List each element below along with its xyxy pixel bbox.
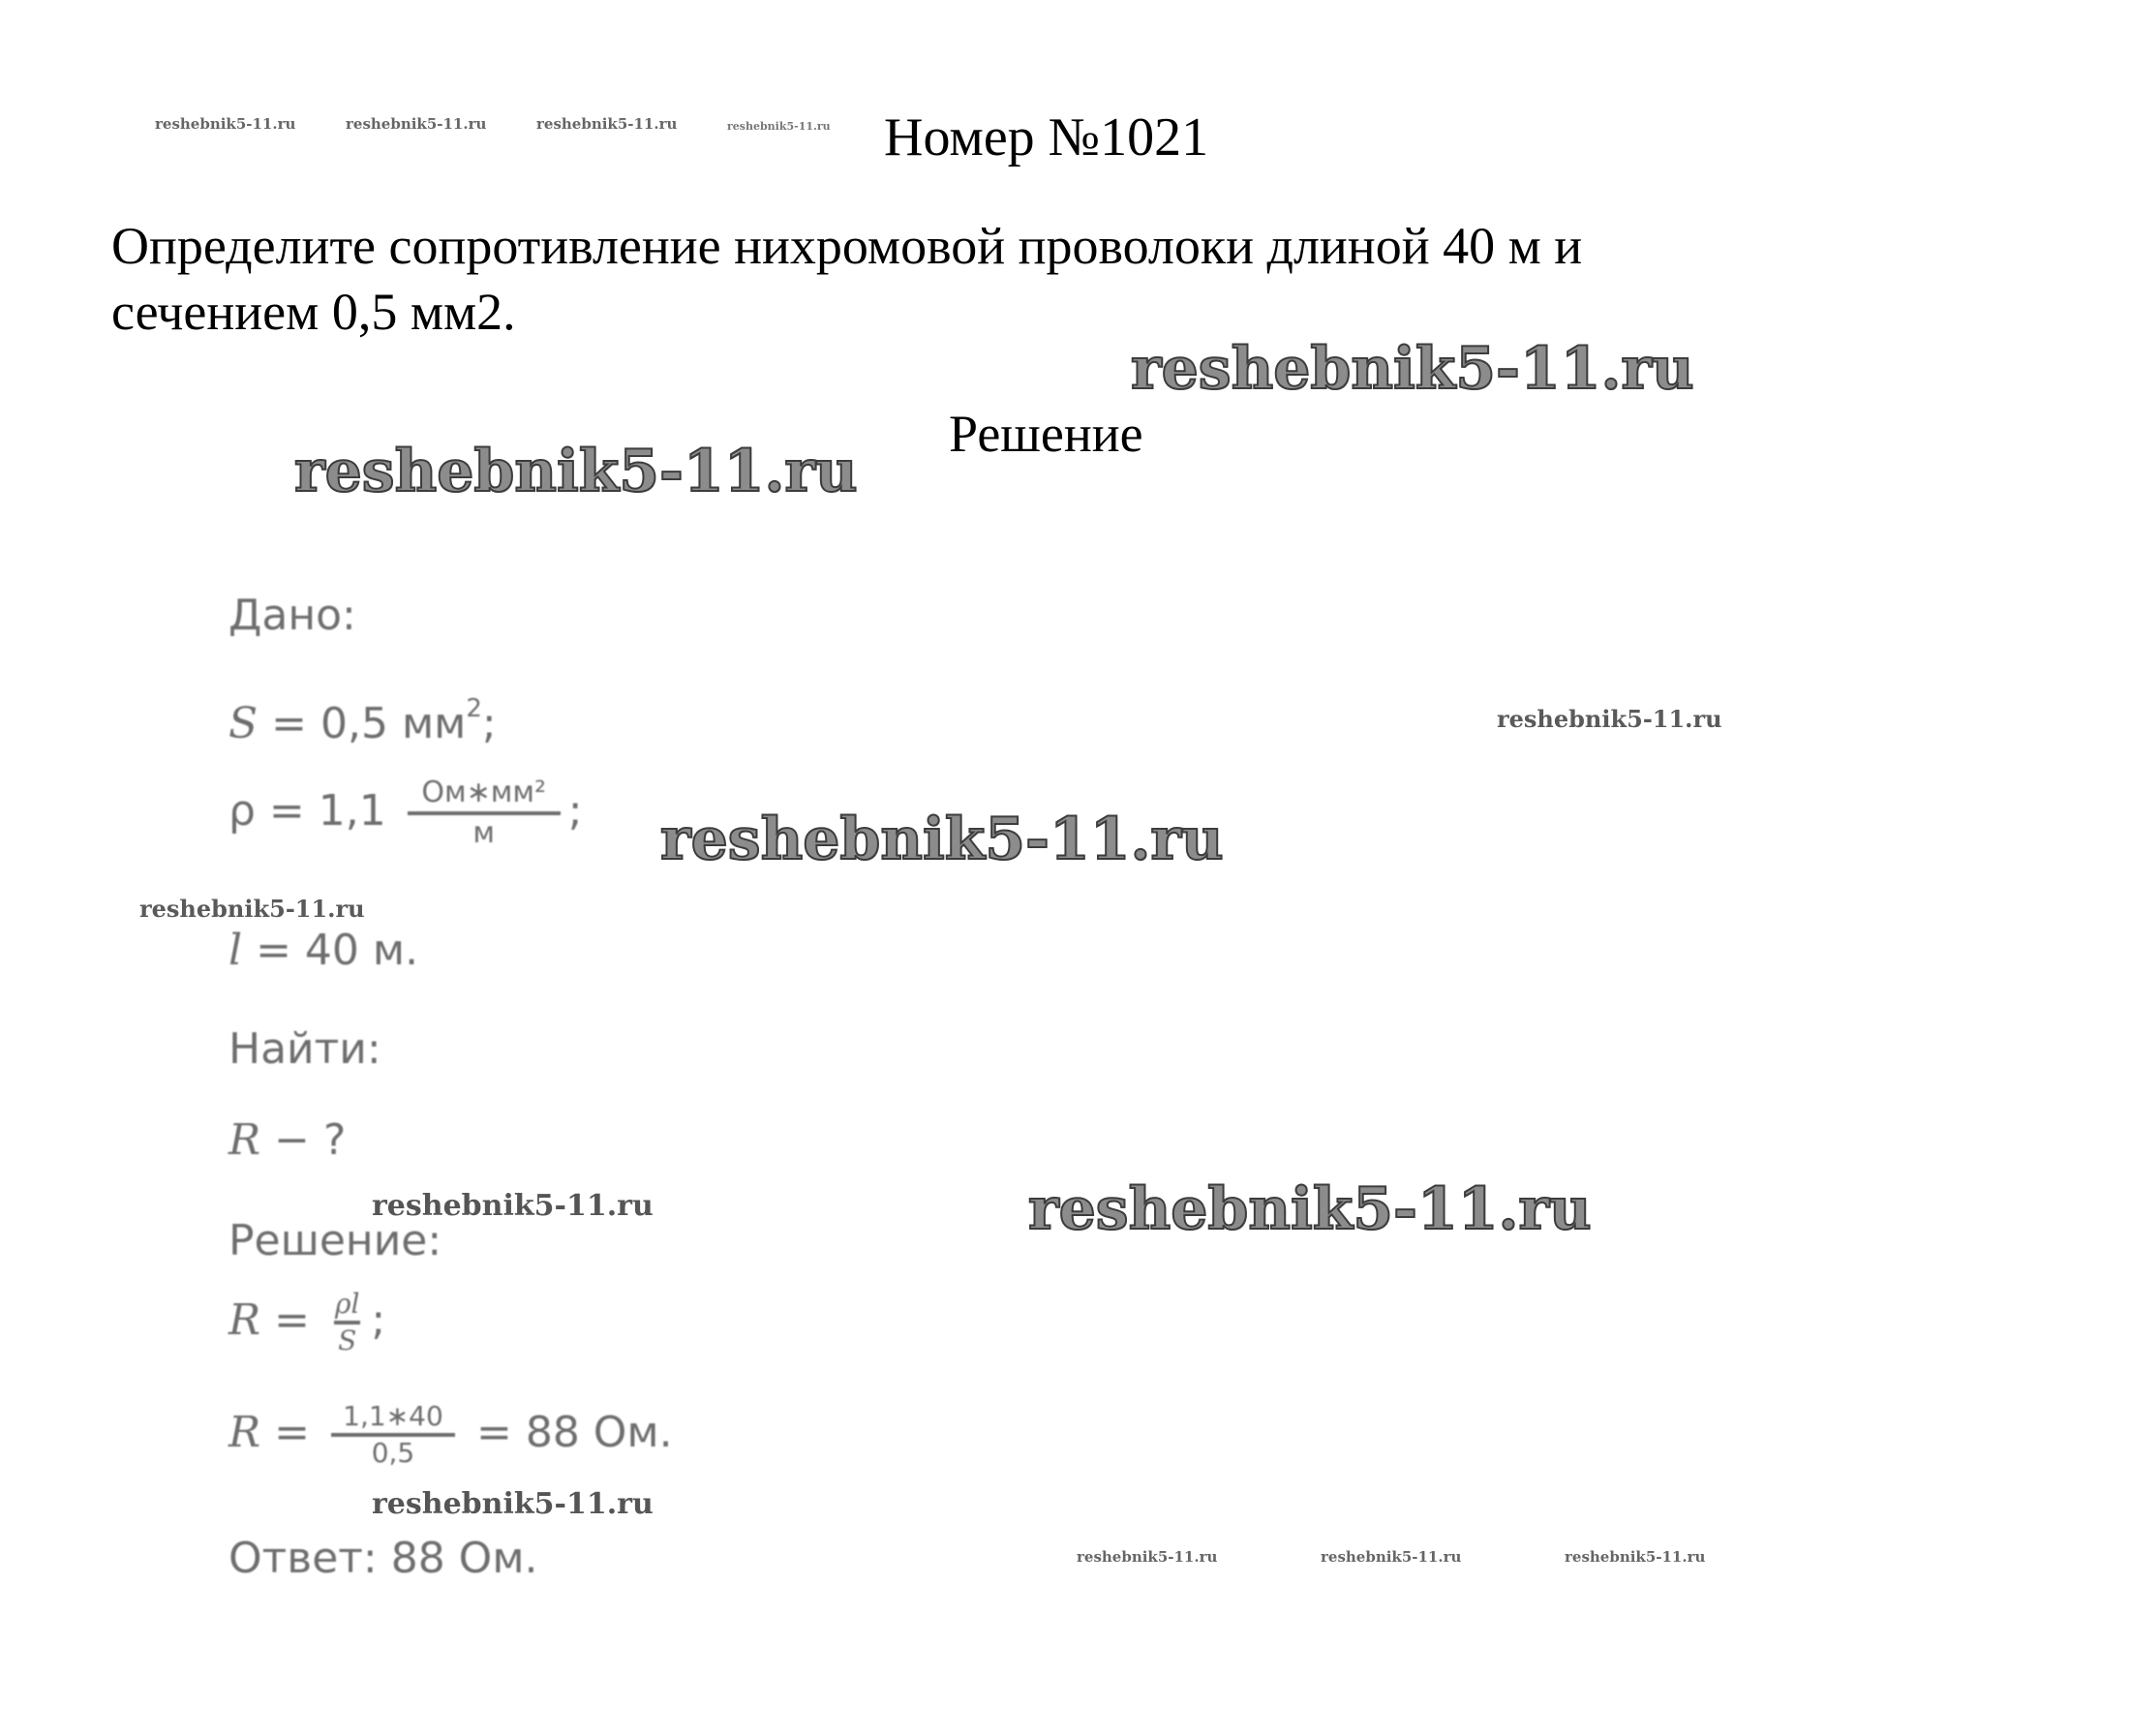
formula-2-numerator: 1,1∗40 bbox=[343, 1400, 443, 1432]
formula-2-equals: = bbox=[260, 1408, 323, 1457]
formula-1-equals: = bbox=[260, 1295, 323, 1345]
area-variable: S bbox=[228, 699, 259, 748]
watermark: reshebnik5-11.ru bbox=[372, 1189, 654, 1223]
formula-2-variable: R bbox=[228, 1408, 261, 1457]
formula-2-denominator: 0,5 bbox=[331, 1433, 455, 1470]
formula-resistance bbox=[228, 1288, 385, 1357]
length-value: = 40 м. bbox=[242, 926, 419, 975]
find-unknown bbox=[228, 1115, 346, 1166]
watermark: reshebnik5-11.ru bbox=[1321, 1548, 1462, 1566]
formula-1-fraction bbox=[331, 1288, 363, 1357]
task-text-line-1: Определите сопротивление нихромовой проволоки длиной 40 м и bbox=[111, 217, 1583, 275]
watermark: reshebnik5-11.ru bbox=[536, 115, 678, 133]
find-variable: R bbox=[228, 1115, 261, 1165]
watermark: reshebnik5-11.ru bbox=[1565, 1548, 1706, 1566]
length-variable: l bbox=[228, 926, 243, 975]
task-text-line-2: сечением 0,5 мм2. bbox=[111, 283, 516, 341]
resistivity-unit-denominator: м bbox=[408, 811, 561, 852]
given-area bbox=[228, 684, 497, 749]
resistivity-unit-numerator: Ом∗мм² bbox=[421, 776, 547, 809]
formula-1-denominator: S bbox=[334, 1321, 360, 1357]
formula-calculation bbox=[228, 1400, 673, 1470]
area-terminator: ; bbox=[481, 699, 497, 748]
given-length bbox=[228, 926, 418, 976]
area-value: = 0,5 мм bbox=[258, 699, 467, 748]
answer-line: Ответ: 88 Ом. bbox=[228, 1534, 538, 1583]
formula-1-numerator: ρl bbox=[334, 1288, 360, 1320]
formula-2-result: = 88 Ом. bbox=[462, 1408, 673, 1457]
find-question: − ? bbox=[260, 1115, 347, 1165]
solution-label: Решение: bbox=[228, 1216, 442, 1265]
area-exponent: 2 bbox=[466, 694, 482, 723]
formula-1-variable: R bbox=[228, 1295, 261, 1345]
watermark: reshebnik5-11.ru bbox=[1497, 705, 1722, 733]
watermark: reshebnik5-11.ru bbox=[1028, 1175, 1592, 1243]
watermark: reshebnik5-11.ru bbox=[727, 120, 831, 133]
watermark: reshebnik5-11.ru bbox=[346, 115, 487, 133]
resistivity-unit-fraction bbox=[408, 775, 561, 852]
watermark: reshebnik5-11.ru bbox=[1131, 335, 1694, 403]
resistivity-terminator: ; bbox=[567, 786, 583, 836]
formula-1-terminator: ; bbox=[371, 1295, 386, 1345]
given-resistivity bbox=[228, 775, 583, 852]
formula-2-fraction bbox=[331, 1400, 455, 1470]
watermark: reshebnik5-11.ru bbox=[139, 895, 365, 923]
watermark: reshebnik5-11.ru bbox=[1077, 1548, 1218, 1566]
watermark: reshebnik5-11.ru bbox=[372, 1487, 654, 1521]
given-label: Дано: bbox=[228, 591, 356, 640]
watermark: reshebnik5-11.ru bbox=[294, 438, 858, 505]
find-label: Найти: bbox=[228, 1024, 381, 1074]
watermark: reshebnik5-11.ru bbox=[155, 115, 296, 133]
watermark: reshebnik5-11.ru bbox=[660, 806, 1224, 873]
solution-heading: Решение bbox=[949, 405, 1143, 463]
page-title: Номер №1021 bbox=[884, 107, 1209, 168]
resistivity-lhs: ρ = 1,1 bbox=[228, 786, 386, 836]
